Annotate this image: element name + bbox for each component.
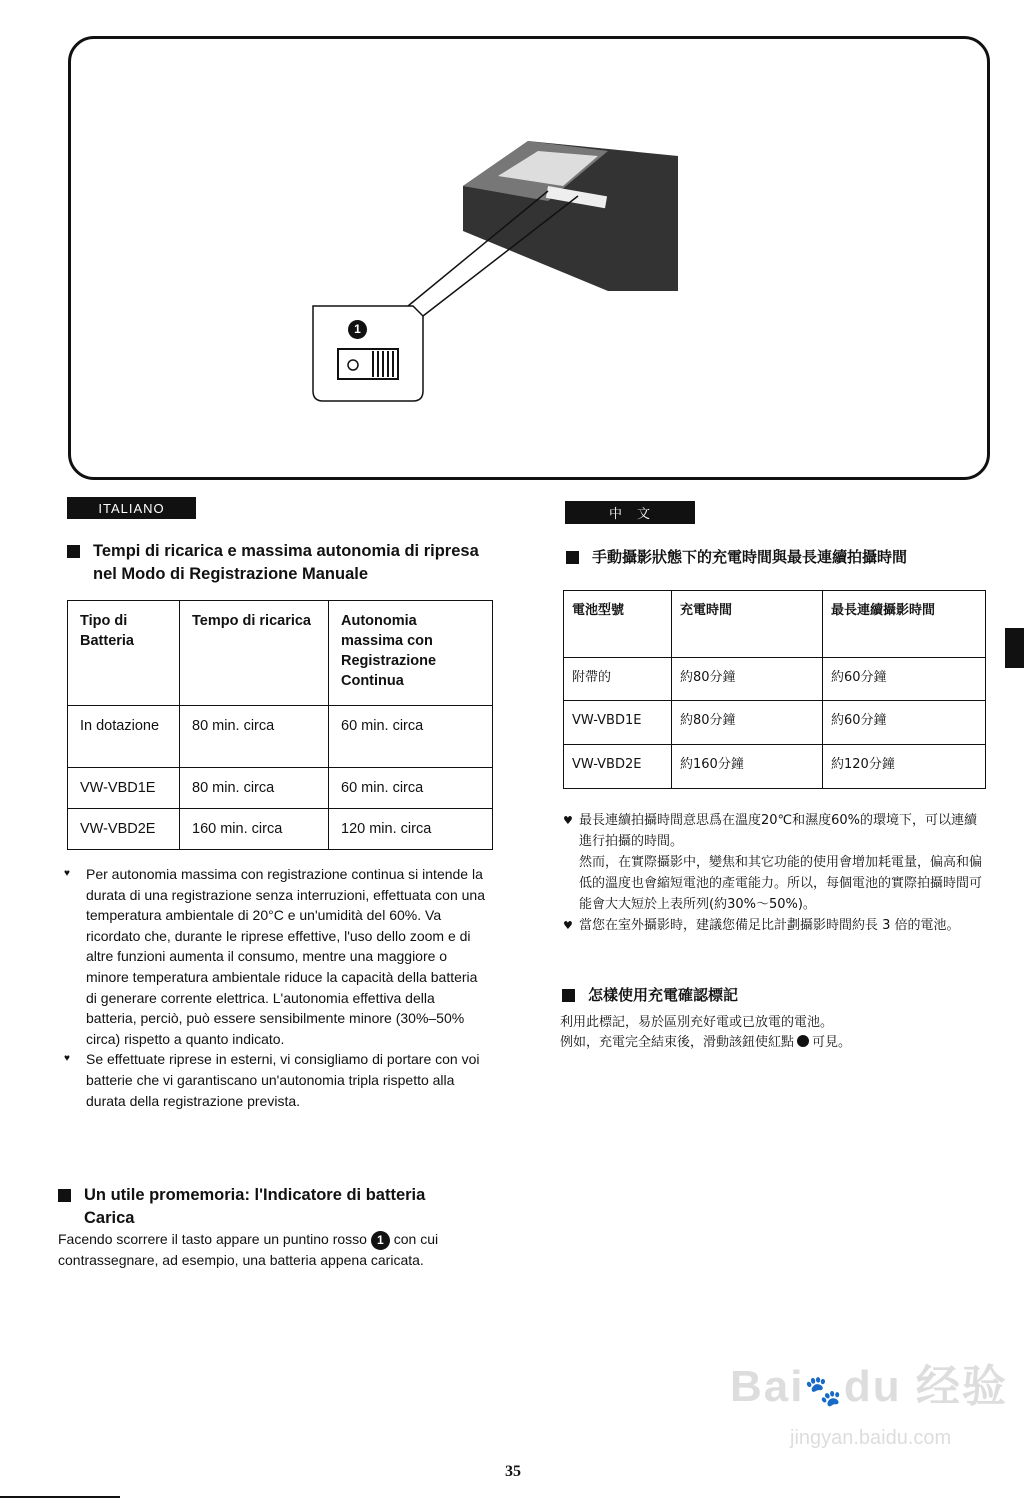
battery-illustration xyxy=(68,36,990,480)
language-tag-italian: ITALIANO xyxy=(67,497,196,519)
header-cell: 充電時間 xyxy=(672,591,823,658)
cell: 80 min. circa xyxy=(180,706,329,768)
notes-zh xyxy=(563,810,983,936)
cell: 約60分鐘 xyxy=(823,701,986,745)
cell: 60 min. circa xyxy=(329,768,493,809)
cell: 約120分鐘 xyxy=(823,745,986,789)
cell: 120 min. circa xyxy=(329,809,493,850)
watermark-logo: Bai🐾du 经验 xyxy=(730,1362,1008,1411)
text: 可見。 xyxy=(812,1035,852,1050)
heading-charging-times-zh: 手動攝影狀態下的充電時間與最長連續拍攝時間 xyxy=(566,546,996,569)
table-row xyxy=(68,706,493,768)
header-cell: Autonomia massima con Registrazione Continua xyxy=(329,601,493,706)
heading-indicator-it: Un utile promemoria: l'Indicatore di batteria Carica xyxy=(58,1184,478,1230)
cell: VW-VBD2E xyxy=(68,809,180,850)
illustration-frame xyxy=(68,36,990,480)
text: Facendo scorrere il tasto appare un puntino rosso xyxy=(58,1231,367,1247)
indicator-paragraph-it xyxy=(58,1229,458,1270)
watermark-url: jingyan.baidu.com xyxy=(790,1427,952,1449)
callout-number-1: 1 xyxy=(348,320,367,339)
table-header-row xyxy=(564,591,986,658)
table-row xyxy=(68,768,493,809)
cell: 約160分鐘 xyxy=(672,745,823,789)
language-tag-chinese: 中 文 xyxy=(565,501,695,524)
indicator-paragraph-zh-1: 利用此標記，易於區別充好電或已放電的電池。 xyxy=(560,1015,834,1030)
heading-indicator-zh: 怎樣使用充電確認標記 xyxy=(562,984,982,1007)
table-row xyxy=(564,658,986,701)
battery-table-it xyxy=(67,600,493,850)
cell: 約60分鐘 xyxy=(823,658,986,701)
header-cell: 最長連續攝影時間 xyxy=(823,591,986,658)
cell: In dotazione xyxy=(68,706,180,768)
table-row xyxy=(564,701,986,745)
note-item: ♥ 當您在室外攝影時，建議您備足比計劃攝影時間約長 3 倍的電池。 xyxy=(563,915,983,936)
cell: 約80分鐘 xyxy=(672,658,823,701)
header-cell: 電池型號 xyxy=(564,591,672,658)
table-row xyxy=(68,809,493,850)
header-cell: Tempo di ricarica xyxy=(180,601,329,706)
section-edge-tab xyxy=(1005,628,1024,668)
text: 例如，充電完全結束後，滑動該鈕使紅點 xyxy=(560,1035,795,1050)
note-item: ♥ Se effettuate riprese in esterni, vi consigliamo di portare con voi batterie che vi garantiscano un'autonomia tripla rispetto alla durata della registrazione prevista. xyxy=(58,1049,488,1111)
cell: 附帶的 xyxy=(564,658,672,701)
cell: 160 min. circa xyxy=(180,809,329,850)
cell: VW-VBD2E xyxy=(564,745,672,789)
table-header-row xyxy=(68,601,493,706)
note-item: ♥ Per autonomia massima con registrazione continua si intende la durata di una registrazione senza interruzioni, effettuata con una temperatura ambientale di 20°C e un'umidità del 60%. Va ricordato che, durante le riprese effettive, l'uso dello zoom e di altre funzioni aumenta il consumo, mentre una maggiore o minore temperatura ambientale riduce la capacità della batteria di generare corrente elettrica. L'autonomia effettiva della batteria, perciò, può essere sensibilmente minore (30%–50% circa) rispetto a quanto indicato. xyxy=(58,864,488,1049)
note-item: ♥ 最長連續拍攝時間意思爲在溫度20℃和濕度60%的環境下，可以連續進行拍攝的時間。 xyxy=(563,810,983,852)
callout-number-1: 1 xyxy=(371,1231,390,1250)
header-cell: Tipo di Batteria xyxy=(68,601,180,706)
text: con cui contrassegnare, ad esempio, una batteria appena caricata. xyxy=(58,1231,439,1268)
indicator-paragraph-zh-2 xyxy=(560,1032,990,1053)
cell: VW-VBD1E xyxy=(564,701,672,745)
bottom-rule xyxy=(0,1496,120,1498)
table-row xyxy=(564,745,986,789)
page-number: 35 xyxy=(505,1463,521,1480)
cell: 60 min. circa xyxy=(329,706,493,768)
heading-charging-times-it: Tempi di ricarica e massima autonomia di ripresa nel Modo di Registrazione Manuale xyxy=(67,540,487,586)
cell: VW-VBD1E xyxy=(68,768,180,809)
cell: 80 min. circa xyxy=(180,768,329,809)
cell: 約80分鐘 xyxy=(672,701,823,745)
battery-table-zh xyxy=(563,590,986,789)
notes-it xyxy=(58,864,488,1111)
note-item: 然而，在實際攝影中，變焦和其它功能的使用會增加耗電量，偏高和偏低的溫度也會縮短電池的產電能力。所以，每個電池的實際拍攝時間可能會大大短於上表所列(約30%～50%)。 xyxy=(579,855,983,912)
red-dot-icon xyxy=(797,1035,809,1047)
